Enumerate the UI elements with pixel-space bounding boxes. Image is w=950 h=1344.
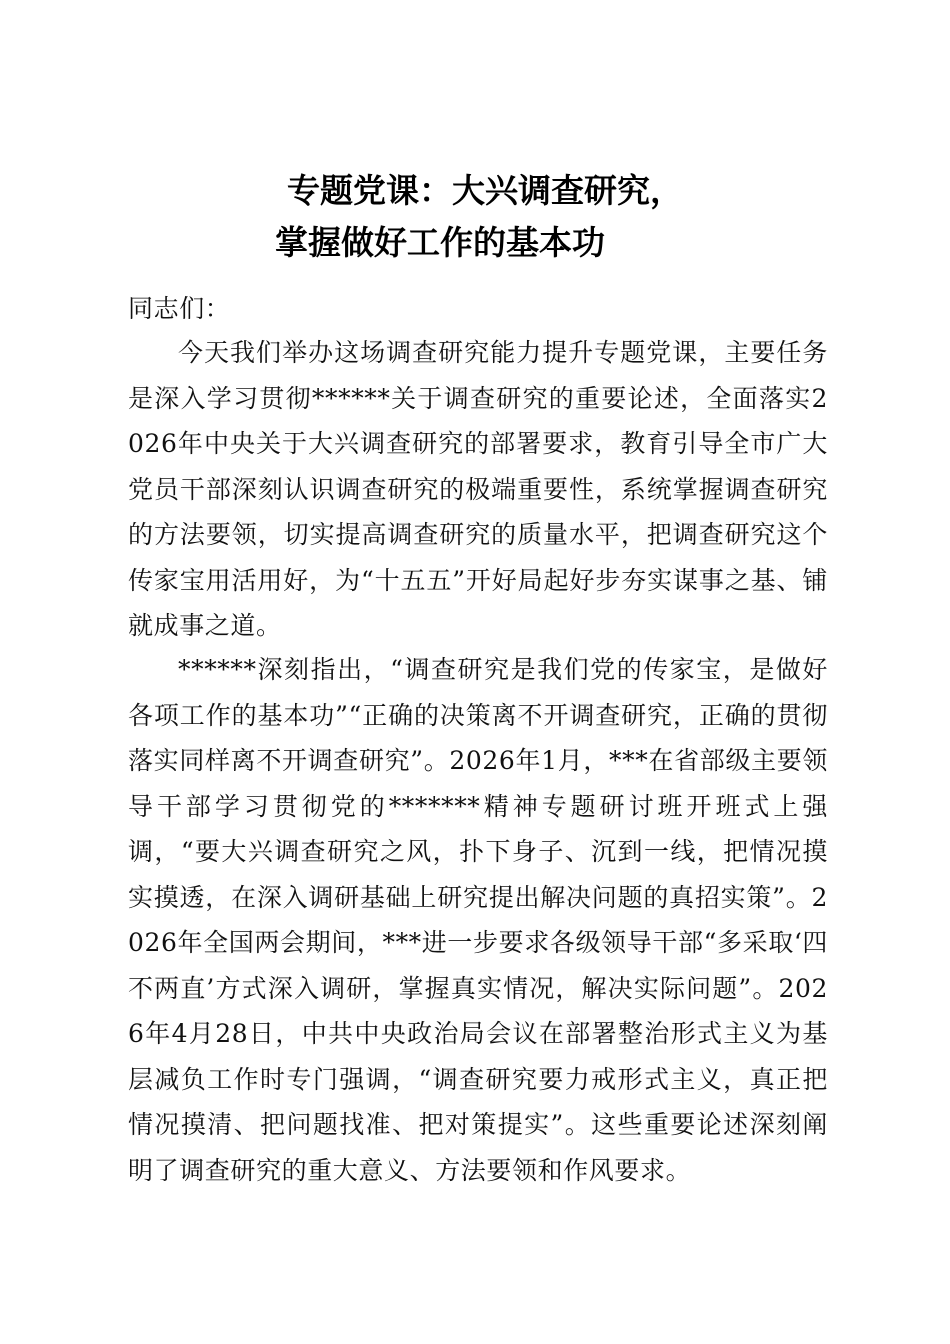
paragraph-1: 今天我们举办这场调查研究能力提升专题党课，主要任务是深入学习贯彻******关于调查研究的重要论述，全面落实2026年中央关于大兴调查研究的部署要求，教育引导全市广大党员干部深刻认识调查研究的极端重要性，系统掌握调查研究的方法要领，切实提高调查研究的质量水平，把调查研究这个传家宝用活用好，为“十五五”开好局起好步夯实谋事之基、铺就成事之道。: [128, 338, 828, 640]
salutation: 同志们：: [128, 294, 231, 323]
paragraph-2: ******深刻指出，“调查研究是我们党的传家宝，是做好各项工作的基本功”“正确的决策离不开调查研究，正确的贯彻落实同样离不开调查研究”。2026年1月，***在省部级主要领导干部学习贯彻党的*******精神专题研讨班开班式上强调，“要大兴调查研究之风，扑下身子、沉到一线，把情况摸实摸透，在深入调研基础上研究提出解决问题的真招实策”。2026年全国两会期间，***进一步要求各级领导干部“多采取‘四不两直’方式深入调研，掌握真实情况，解决实际问题”。2026年4月28日，中共中央政治局会议在部署整治形式主义为基层减负工作时专门强调，“调查研究要力戒形式主义，真正把情况摸清、把问题找准、把对策提实”。这些重要论述深刻阐明了调查研究的重大意义、方法要领和作风要求。: [128, 655, 828, 1185]
title-line-1: 专题党课：大兴调查研究，: [287, 171, 683, 210]
title-line-2: 掌握做好工作的基本功: [275, 223, 605, 262]
